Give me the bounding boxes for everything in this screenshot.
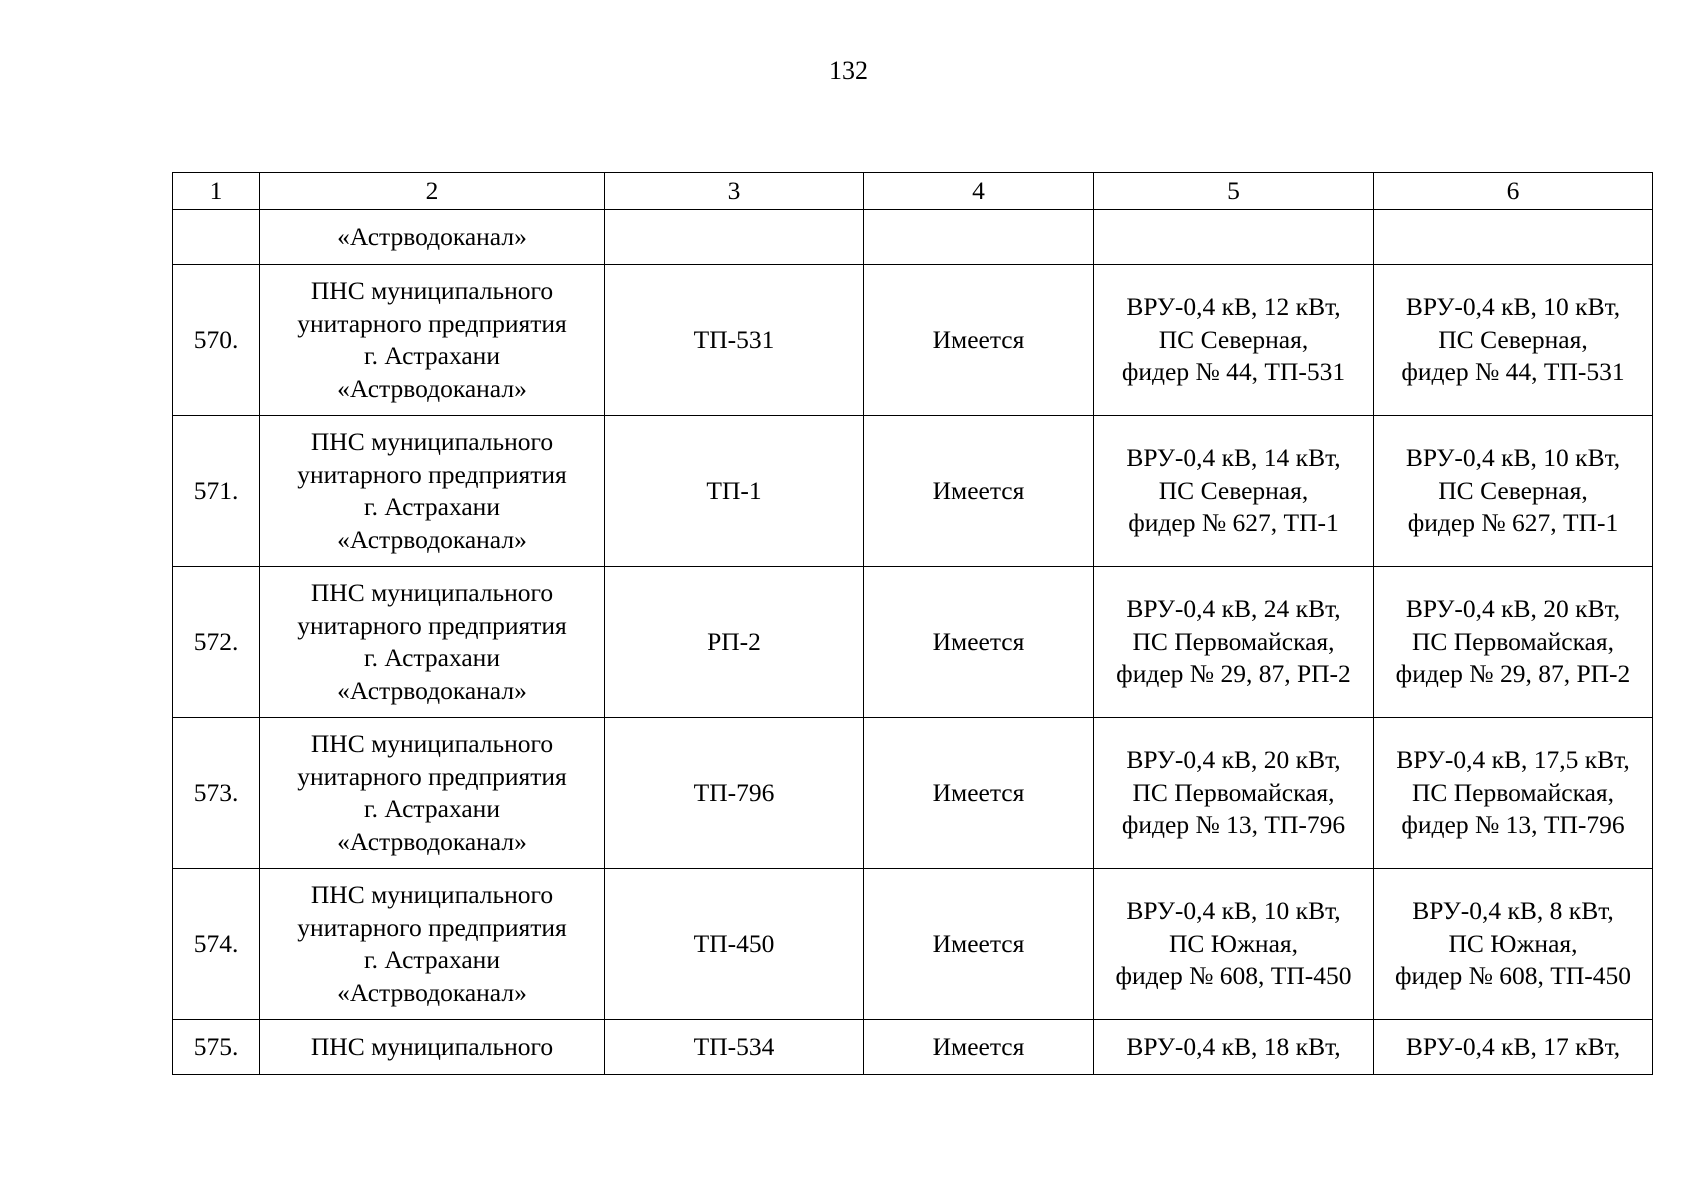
facility-name-cell-line: унитарного предприятия (297, 459, 567, 489)
requested-capacity-cell-line: фидер № 608, ТП-450 (1115, 961, 1352, 991)
approved-capacity-cell (1374, 1020, 1653, 1075)
status-cell: Имеется (864, 1020, 1094, 1075)
approved-capacity-cell-line: ПС Северная, (1438, 475, 1588, 505)
table-row (173, 1020, 1653, 1075)
approved-capacity-cell-line: ПС Северная, (1438, 324, 1588, 354)
approved-capacity-cell (1374, 567, 1653, 718)
substation-cell: ТП-796 (605, 718, 864, 869)
approved-capacity-cell (1374, 210, 1653, 265)
facility-name-cell-line: унитарного предприятия (297, 912, 567, 942)
approved-capacity-cell-line: фидер № 44, ТП-531 (1401, 357, 1625, 387)
requested-capacity-cell (1094, 1020, 1374, 1075)
requested-capacity-cell-line: фидер № 13, ТП-796 (1121, 810, 1346, 840)
facility-name-cell-line: «Астрводоканал» (337, 675, 527, 705)
approved-capacity-cell-line: ВРУ-0,4 кВ, 17,5 кВт, (1396, 745, 1630, 775)
approved-capacity-cell (1374, 416, 1653, 567)
substation-cell (605, 210, 864, 265)
facility-name-cell-line: г. Астрахани (364, 643, 500, 672)
page-number: 132 (829, 56, 868, 85)
requested-capacity-cell-line: ВРУ-0,4 кВ, 14 кВт, (1126, 443, 1341, 473)
approved-capacity-cell-line: ПС Первомайская, (1411, 777, 1615, 807)
table-row (173, 718, 1653, 869)
approved-capacity-cell-line: фидер № 29, 87, РП-2 (1395, 659, 1631, 689)
approved-capacity-cell-line: ВРУ-0,4 кВ, 10 кВт, (1405, 292, 1621, 322)
substation-cell: ТП-1 (605, 416, 864, 567)
requested-capacity-cell-line: ВРУ-0,4 кВ, 20 кВт, (1126, 745, 1341, 775)
approved-capacity-cell (1374, 718, 1653, 869)
facility-name-cell-line: «Астрводоканал» (337, 826, 527, 856)
substation-cell: РП-2 (605, 567, 864, 718)
requested-capacity-cell-line: ПС Южная, (1168, 928, 1298, 958)
table-row (173, 416, 1653, 567)
facility-name-cell-line: «Астрводоканал» (337, 977, 527, 1007)
requested-capacity-cell-line: ВРУ-0,4 кВ, 12 кВт, (1126, 292, 1341, 322)
status-cell: Имеется (864, 416, 1094, 567)
approved-capacity-cell (1374, 869, 1653, 1020)
column-header-4: 4 (864, 173, 1094, 210)
facility-name-cell-line: «Астрводоканал» (337, 524, 527, 554)
facility-name-cell-line: г. Астрахани (364, 945, 500, 974)
status-cell: Имеется (864, 567, 1094, 718)
facility-name-cell-line: г. Астрахани (364, 492, 500, 521)
row-number-cell: 570. (173, 265, 260, 416)
row-number-cell (173, 210, 260, 265)
substation-cell: ТП-534 (605, 1020, 864, 1075)
facility-name-cell-line: унитарного предприятия (297, 610, 567, 640)
facility-name-cell (260, 416, 605, 567)
facility-name-cell (260, 1020, 605, 1075)
requested-capacity-cell-line: фидер № 29, 87, РП-2 (1116, 659, 1351, 689)
requested-capacity-cell-line: фидер № 44, ТП-531 (1121, 357, 1346, 387)
facility-name-cell-line: унитарного предприятия (297, 308, 567, 338)
facility-name-cell (260, 210, 605, 265)
approved-capacity-cell-line: ВРУ-0,4 кВ, 10 кВт, (1405, 443, 1621, 473)
status-cell (864, 210, 1094, 265)
requested-capacity-cell (1094, 210, 1374, 265)
column-header-3: 3 (605, 173, 864, 210)
data-table (172, 172, 1653, 1075)
facility-name-cell (260, 265, 605, 416)
column-header-1: 1 (173, 173, 260, 210)
requested-capacity-cell-line: ВРУ-0,4 кВ, 24 кВт, (1126, 594, 1341, 624)
requested-capacity-cell (1094, 869, 1374, 1020)
approved-capacity-cell-line: ПС Южная, (1448, 928, 1578, 958)
status-cell: Имеется (864, 265, 1094, 416)
facility-name-cell-line: ПНС муниципального (310, 729, 554, 758)
substation-cell: ТП-531 (605, 265, 864, 416)
status-cell: Имеется (864, 869, 1094, 1020)
column-header-6: 6 (1374, 173, 1653, 210)
requested-capacity-cell-line: ПС Северная, (1158, 324, 1309, 354)
approved-capacity-cell (1374, 265, 1653, 416)
facility-name-cell-line: «Астрводоканал» (337, 373, 527, 403)
approved-capacity-cell-line: фидер № 627, ТП-1 (1407, 508, 1619, 538)
facility-name-cell-line: г. Астрахани (364, 341, 500, 370)
facility-name-cell-line: унитарного предприятия (297, 761, 567, 791)
requested-capacity-cell-line: ПС Первомайская, (1132, 626, 1335, 656)
requested-capacity-cell-line: фидер № 627, ТП-1 (1128, 508, 1339, 538)
facility-name-cell-line: г. Астрахани (364, 794, 500, 823)
requested-capacity-cell (1094, 718, 1374, 869)
facility-name-cell-line: ПНС муниципального (310, 880, 554, 909)
requested-capacity-cell-line: ПС Северная, (1158, 475, 1309, 505)
facility-name-cell (260, 567, 605, 718)
substation-cell: ТП-450 (605, 869, 864, 1020)
table-header-row (173, 173, 1653, 210)
requested-capacity-cell (1094, 416, 1374, 567)
table-row (173, 567, 1653, 718)
approved-capacity-cell-line: фидер № 608, ТП-450 (1394, 961, 1632, 991)
facility-name-cell (260, 718, 605, 869)
table-row (173, 265, 1653, 416)
table-row-continuation (173, 210, 1653, 265)
table-body (173, 173, 1653, 1075)
approved-capacity-cell-line: фидер № 13, ТП-796 (1401, 810, 1625, 840)
status-cell: Имеется (864, 718, 1094, 869)
requested-capacity-cell-line: ПС Первомайская, (1132, 777, 1335, 807)
requested-capacity-cell (1094, 567, 1374, 718)
approved-capacity-cell-line: ВРУ-0,4 кВ, 8 кВт, (1412, 896, 1614, 926)
column-header-5: 5 (1094, 173, 1374, 210)
row-number-cell: 571. (173, 416, 260, 567)
facility-name-cell-line: «Астрводоканал» (337, 221, 527, 251)
requested-capacity-cell-line: ВРУ-0,4 кВ, 10 кВт, (1126, 896, 1341, 926)
approved-capacity-cell-line: ВРУ-0,4 кВ, 20 кВт, (1405, 594, 1621, 624)
column-header-2: 2 (260, 173, 605, 210)
row-number-cell: 574. (173, 869, 260, 1020)
facility-name-cell-line: ПНС муниципального (310, 578, 554, 607)
approved-capacity-cell-line: ВРУ-0,4 кВ, 17 кВт, (1405, 1031, 1621, 1061)
facility-name-cell-line: ПНС муниципального (310, 427, 554, 456)
row-number-cell: 575. (173, 1020, 260, 1075)
approved-capacity-cell-line: ПС Первомайская, (1411, 626, 1615, 656)
requested-capacity-cell-line: ВРУ-0,4 кВ, 18 кВт, (1126, 1031, 1341, 1061)
row-number-cell: 573. (173, 718, 260, 869)
table-row (173, 869, 1653, 1020)
facility-name-cell-line: ПНС муниципального (310, 1031, 554, 1061)
facility-name-cell (260, 869, 605, 1020)
facility-name-cell-line: ПНС муниципального (310, 276, 554, 305)
row-number-cell: 572. (173, 567, 260, 718)
requested-capacity-cell (1094, 265, 1374, 416)
